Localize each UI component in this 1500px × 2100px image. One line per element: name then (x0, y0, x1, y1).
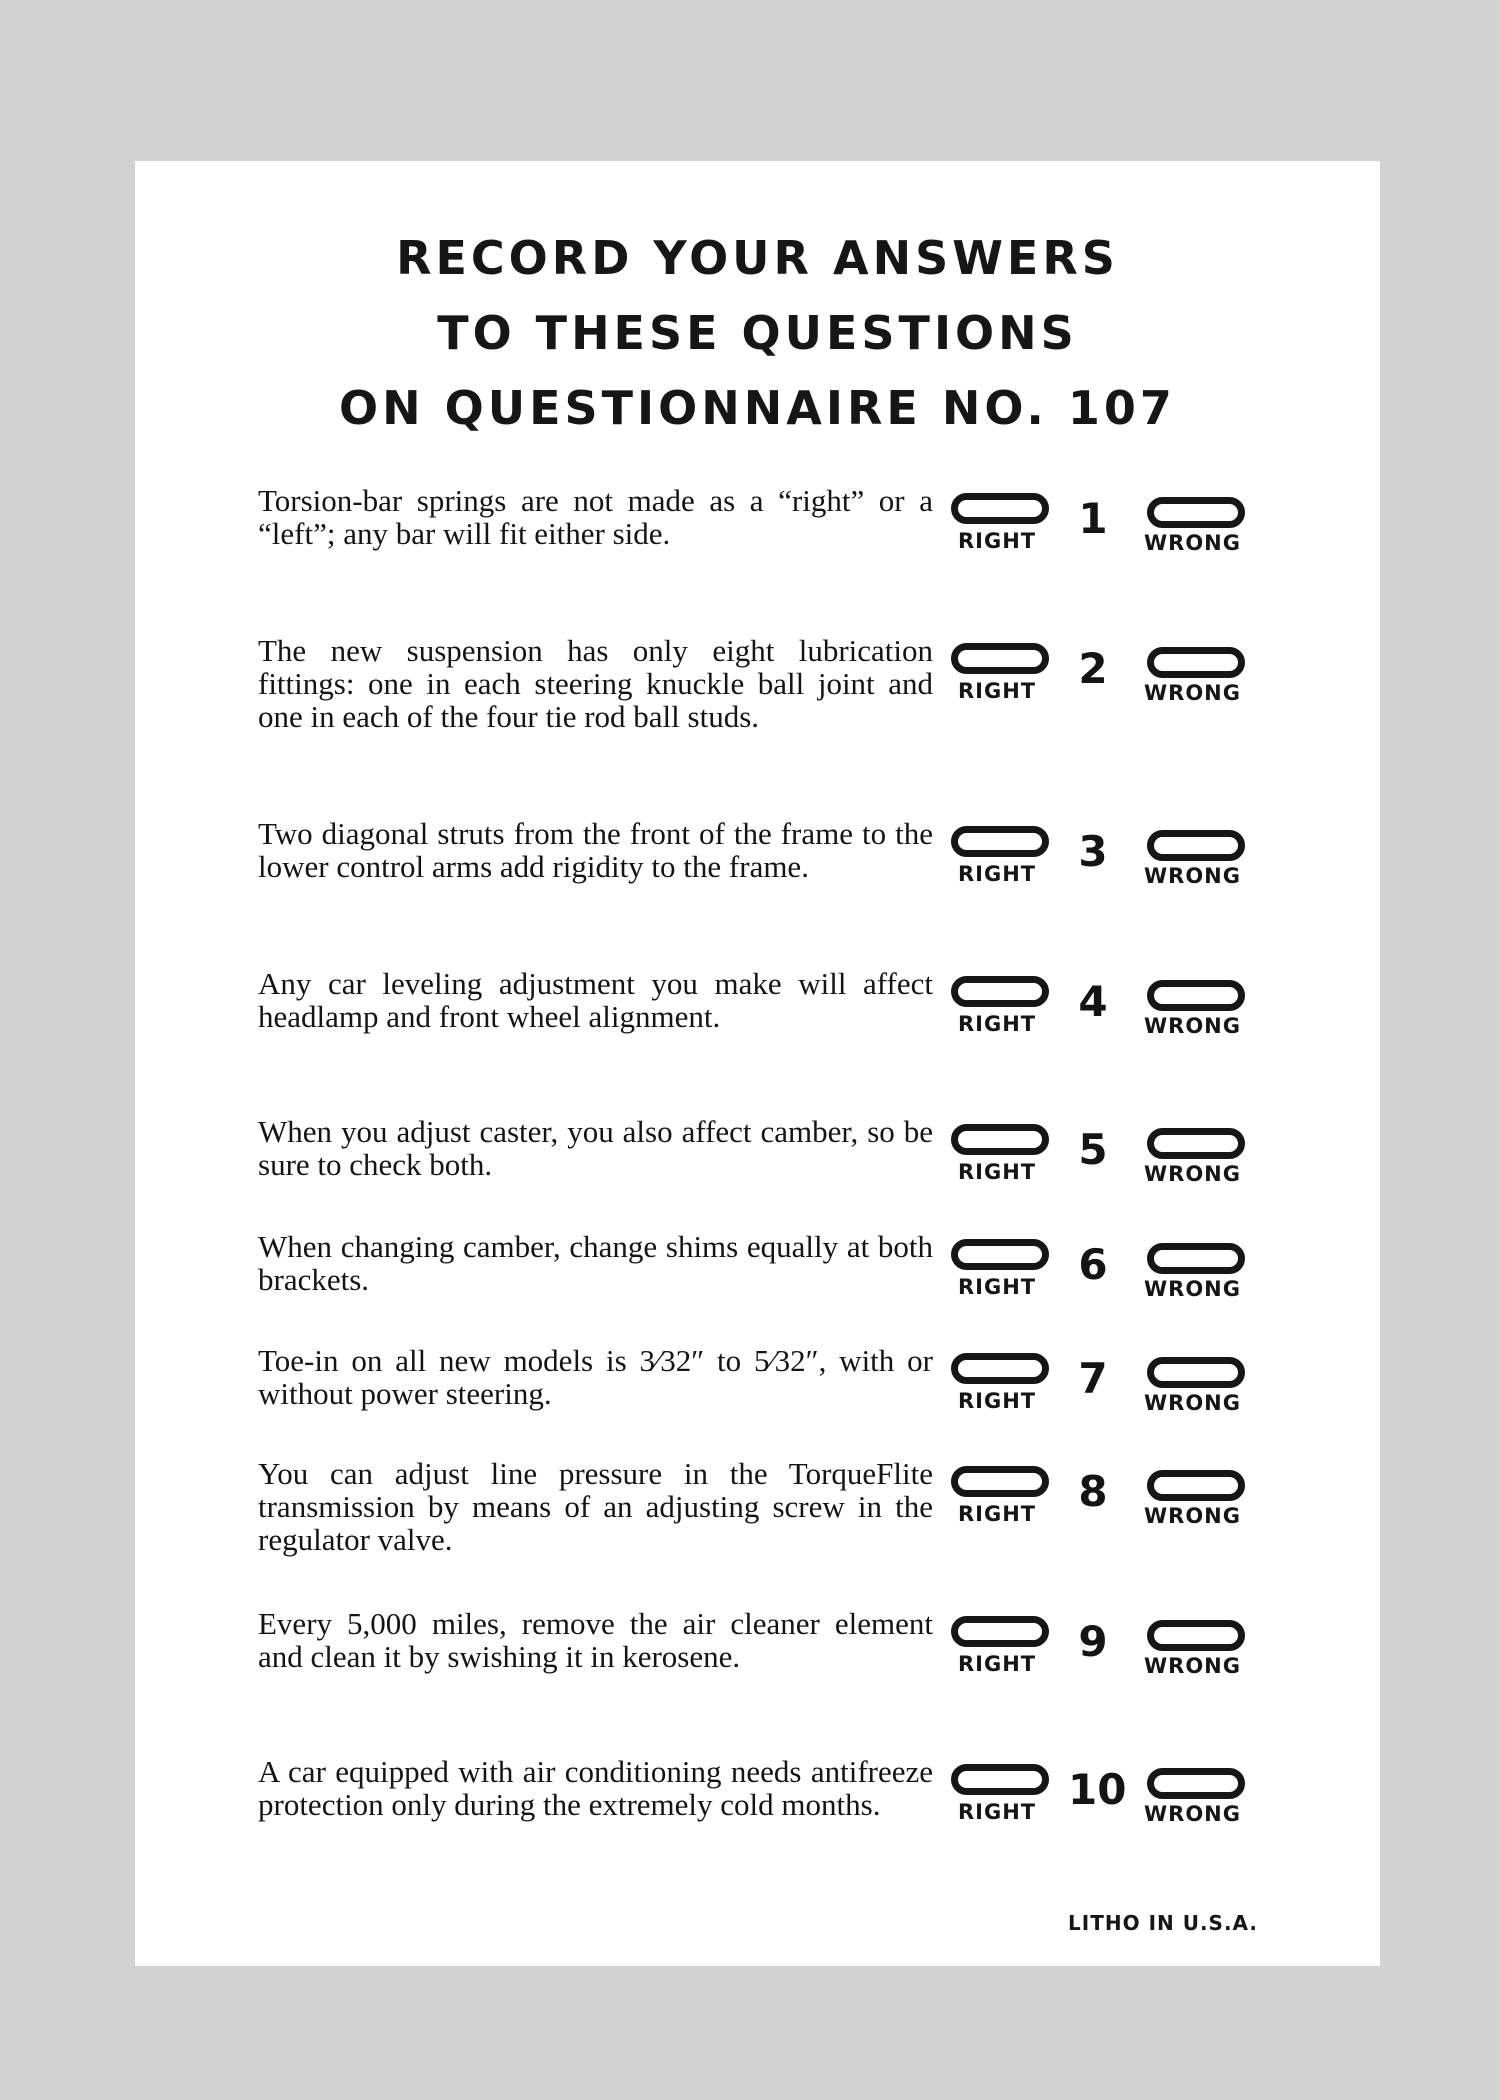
question-text: When you adjust caster, you also affect camber, so be sure to check both. (258, 1114, 933, 1182)
question-text: Any car leveling adjustment you make will affect headlamp and front wheel alignment. (258, 966, 933, 1034)
question-number: 6 (1078, 1240, 1108, 1289)
question-row-1 (258, 484, 1258, 604)
right-label: RIGHT (958, 1012, 1037, 1036)
wrong-answer-bubble[interactable] (1147, 1128, 1245, 1159)
print-credit: LITHO IN U.S.A. (1068, 1911, 1258, 1935)
wrong-label: WRONG (1144, 1162, 1241, 1186)
wrong-answer-bubble[interactable] (1147, 1620, 1245, 1651)
question-row-9 (258, 1607, 1258, 1727)
right-label: RIGHT (958, 862, 1037, 886)
right-label: RIGHT (958, 1275, 1037, 1299)
right-label: RIGHT (958, 1160, 1037, 1184)
wrong-label: WRONG (1144, 1504, 1241, 1528)
question-text: The new suspension has only eight lubrication fittings: one in each steering knuckle ball joint and one in each of the four tie rod ball studs. (258, 633, 933, 734)
right-answer-bubble[interactable] (951, 976, 1049, 1007)
wrong-label: WRONG (1144, 1391, 1241, 1415)
right-answer-bubble[interactable] (951, 826, 1049, 857)
wrong-answer-bubble[interactable] (1147, 497, 1245, 528)
wrong-label: WRONG (1144, 531, 1241, 555)
question-row-8 (258, 1457, 1258, 1577)
question-row-10 (258, 1755, 1258, 1875)
question-text: Two diagonal struts from the front of the frame to the lower control arms add rigidity to the frame. (258, 816, 933, 884)
wrong-answer-bubble[interactable] (1147, 1243, 1245, 1274)
right-label: RIGHT (958, 1800, 1037, 1824)
question-row-7 (258, 1344, 1258, 1464)
question-number: 4 (1078, 977, 1108, 1026)
right-answer-bubble[interactable] (951, 1353, 1049, 1384)
wrong-answer-bubble[interactable] (1147, 1470, 1245, 1501)
question-row-3 (258, 817, 1258, 937)
question-text: Torsion-bar springs are not made as a “right” or a “left”; any bar will fit either side. (258, 483, 933, 551)
question-text: A car equipped with air conditioning needs antifreeze protection only during the extremely cold months. (258, 1754, 933, 1822)
question-text: Toe-in on all new models is 3⁄32″ to 5⁄32″, with or without power steering. (258, 1343, 933, 1411)
wrong-label: WRONG (1144, 681, 1241, 705)
wrong-label: WRONG (1144, 1014, 1241, 1038)
question-number: 2 (1078, 644, 1108, 693)
right-label: RIGHT (958, 1502, 1037, 1526)
right-answer-bubble[interactable] (951, 493, 1049, 524)
wrong-label: WRONG (1144, 1802, 1241, 1826)
right-answer-bubble[interactable] (951, 1616, 1049, 1647)
right-label: RIGHT (958, 1389, 1037, 1413)
question-row-5 (258, 1115, 1258, 1235)
question-number: 9 (1078, 1617, 1108, 1666)
title-line-3: ON QUESTIONNAIRE NO. 107 (339, 381, 1176, 435)
question-number: 1 (1078, 494, 1108, 543)
question-text: You can adjust line pressure in the TorqueFlite transmission by means of an adjusting screw in the regulator valve. (258, 1456, 933, 1557)
question-text: Every 5,000 miles, remove the air cleaner element and clean it by swishing it in kerosene. (258, 1606, 933, 1674)
right-answer-bubble[interactable] (951, 1239, 1049, 1270)
question-row-2 (258, 634, 1258, 754)
question-number: 5 (1078, 1125, 1108, 1174)
question-number: 10 (1068, 1765, 1127, 1814)
wrong-label: WRONG (1144, 1277, 1241, 1301)
wrong-answer-bubble[interactable] (1147, 1357, 1245, 1388)
question-number: 3 (1078, 827, 1108, 876)
question-row-4 (258, 967, 1258, 1087)
title-line-1: RECORD YOUR ANSWERS (396, 231, 1119, 285)
question-text: When changing camber, change shims equally at both brackets. (258, 1229, 933, 1297)
wrong-answer-bubble[interactable] (1147, 980, 1245, 1011)
right-answer-bubble[interactable] (951, 1764, 1049, 1795)
wrong-label: WRONG (1144, 1654, 1241, 1678)
title-line-2: TO THESE QUESTIONS (437, 306, 1078, 360)
question-number: 7 (1078, 1354, 1108, 1403)
right-answer-bubble[interactable] (951, 643, 1049, 674)
question-row-6 (258, 1230, 1258, 1350)
right-label: RIGHT (958, 529, 1037, 553)
right-label: RIGHT (958, 1652, 1037, 1676)
questionnaire-sheet (135, 161, 1380, 1966)
right-answer-bubble[interactable] (951, 1124, 1049, 1155)
wrong-label: WRONG (1144, 864, 1241, 888)
right-label: RIGHT (958, 679, 1037, 703)
wrong-answer-bubble[interactable] (1147, 1768, 1245, 1799)
right-answer-bubble[interactable] (951, 1466, 1049, 1497)
wrong-answer-bubble[interactable] (1147, 830, 1245, 861)
question-number: 8 (1078, 1467, 1108, 1516)
wrong-answer-bubble[interactable] (1147, 647, 1245, 678)
